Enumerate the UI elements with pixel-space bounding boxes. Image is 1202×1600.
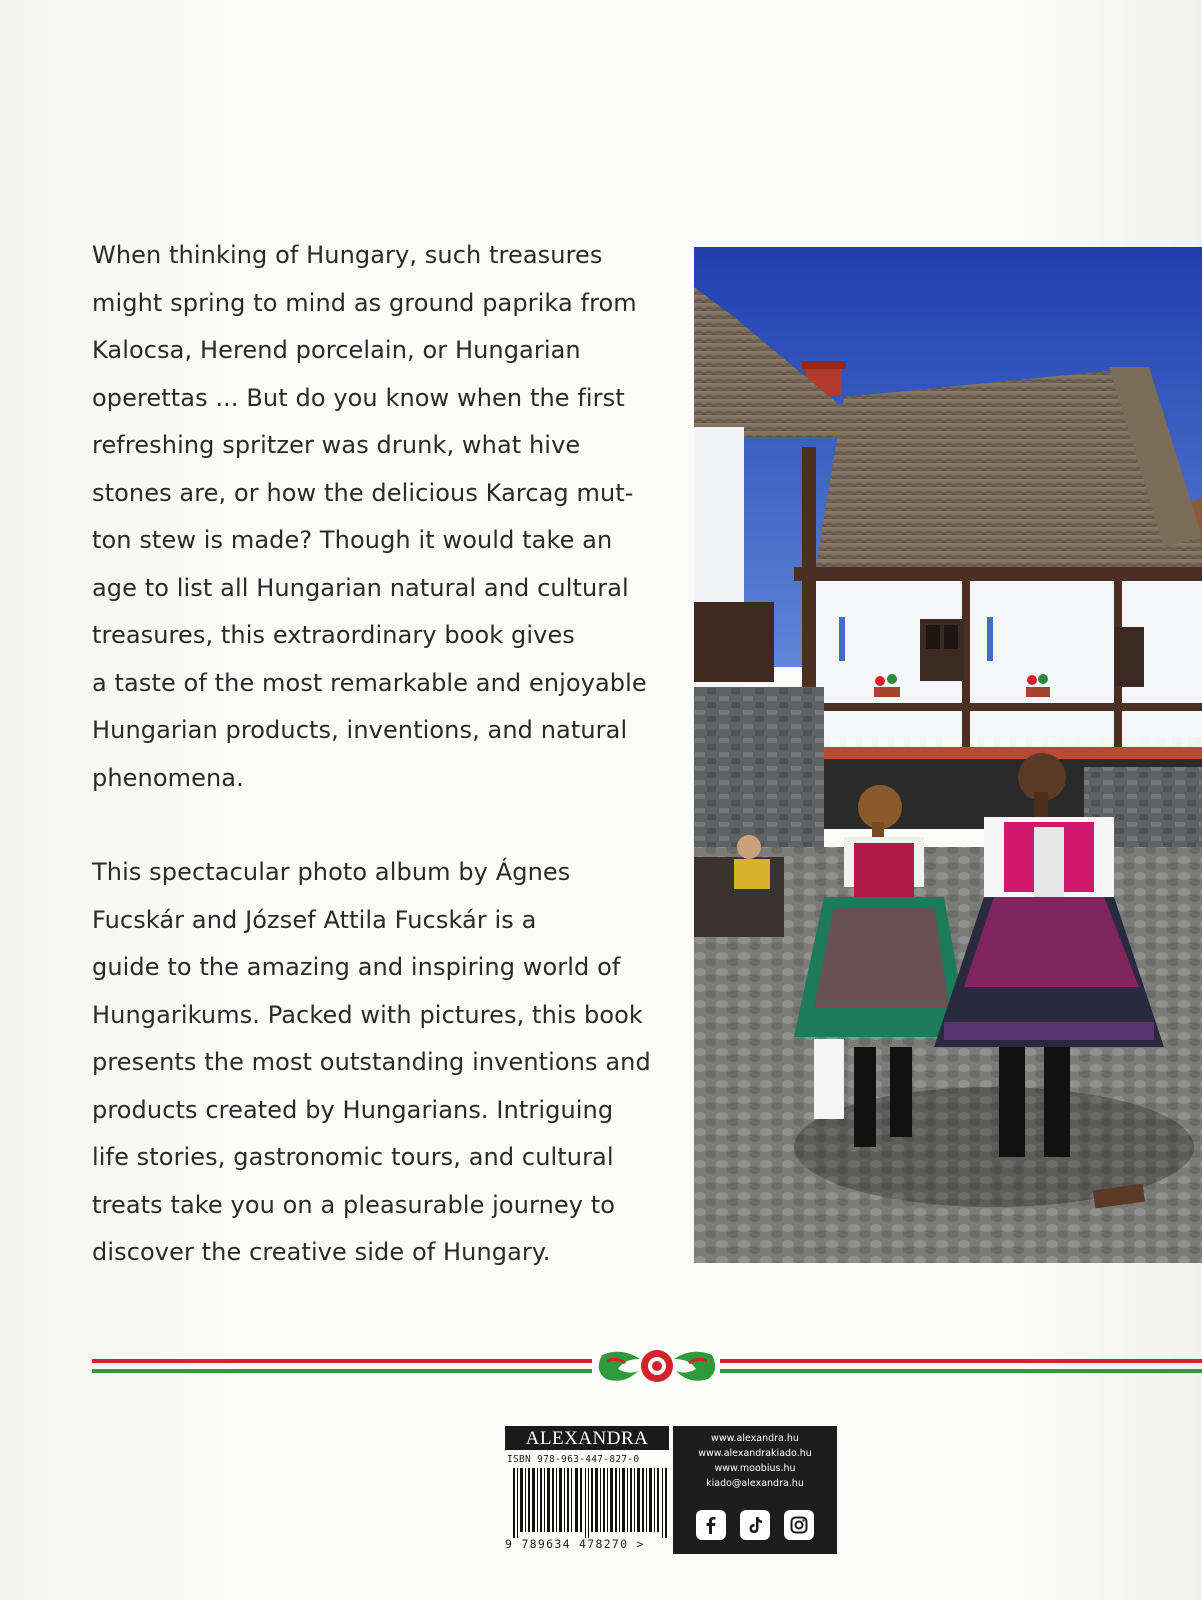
website-link[interactable]: www.alexandrakiado.hu: [698, 1448, 812, 1459]
text-line: ton stew is made? Though it would take an: [92, 526, 613, 554]
isbn-label: ISBN 978-963-447-827-0: [507, 1454, 640, 1465]
text-line: life stories, gastronomic tours, and cultural: [92, 1143, 614, 1171]
village-folk-costume-illustration: [694, 247, 1202, 1263]
barcode-number: 9 789634 478270 >: [505, 1537, 645, 1551]
email-link[interactable]: kiado@alexandra.hu: [706, 1478, 804, 1489]
ornament-divider: [92, 1345, 1202, 1391]
facebook-icon[interactable]: [696, 1510, 726, 1540]
text-line: age to list all Hungarian natural and cultural: [92, 573, 629, 602]
publisher-logo: ALEXANDRA: [505, 1426, 669, 1450]
text-line: treasures, this extraordinary book gives: [92, 621, 575, 649]
text-line: Kalocsa, Herend porcelain, or Hungarian: [92, 336, 581, 364]
text-line: discover the creative side of Hungary.: [92, 1238, 551, 1266]
text-line: operettas ... But do you know when the first: [92, 383, 625, 412]
text-line: Hungarikums. Packed with pictures, this book: [92, 1000, 643, 1029]
blurb-paragraph-1: [92, 232, 672, 802]
text-line: When thinking of Hungary, such treasures: [92, 241, 603, 269]
text-line: This spectacular photo album by Ágnes: [92, 858, 571, 886]
text-line: refreshing spritzer was drunk, what hive: [92, 431, 581, 459]
barcode: [513, 1468, 669, 1538]
text-line: treats take you on a pleasurable journey to: [92, 1190, 616, 1219]
imprint-block: [505, 1426, 837, 1554]
tiktok-icon[interactable]: [740, 1510, 770, 1540]
flower-ornament-icon: [599, 1350, 715, 1382]
contact-panel: [673, 1426, 837, 1554]
instagram-icon[interactable]: [784, 1510, 814, 1540]
cover-photo: [694, 247, 1202, 1263]
website-link[interactable]: www.alexandra.hu: [711, 1433, 799, 1444]
text-line: Fucskár and József Attila Fucskár is a: [92, 905, 537, 934]
website-link[interactable]: www.moobius.hu: [714, 1463, 796, 1474]
text-line: presents the most outstanding inventions and: [92, 1048, 651, 1076]
blurb-text: [92, 232, 672, 1277]
social-icons: [673, 1510, 837, 1540]
text-line: a taste of the most remarkable and enjoyable: [92, 668, 647, 697]
blurb-paragraph-2: [92, 849, 672, 1277]
text-line: might spring to mind as ground paprika from: [92, 288, 637, 317]
text-line: phenomena.: [92, 763, 244, 792]
text-line: Hungarian products, inventions, and natural: [92, 716, 628, 744]
text-line: stones are, or how the delicious Karcag mut-: [92, 478, 634, 507]
text-line: guide to the amazing and inspiring world of: [92, 953, 621, 981]
text-line: products created by Hungarians. Intriguing: [92, 1095, 614, 1124]
